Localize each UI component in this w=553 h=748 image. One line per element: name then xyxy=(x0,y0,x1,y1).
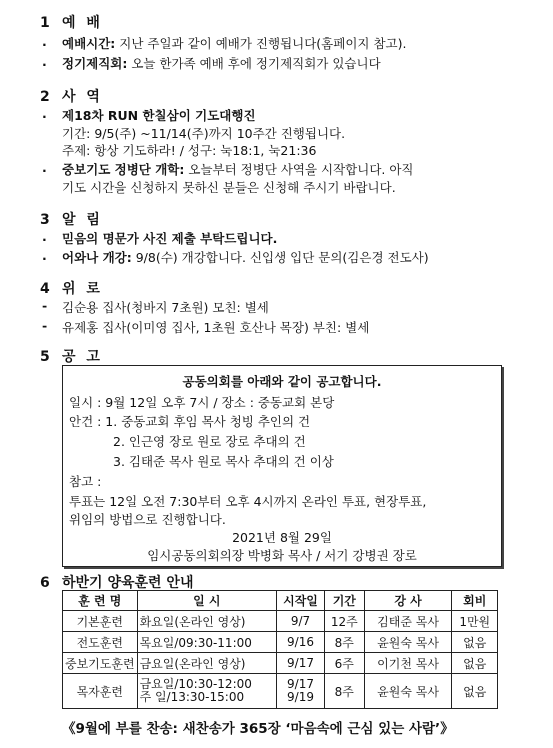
table-header-row xyxy=(63,591,498,611)
header-fee: 회비 xyxy=(452,591,498,611)
table-cell: 9/17 xyxy=(277,653,325,674)
section-4-title: 4 위 로 xyxy=(40,281,103,297)
table-cell: 목자훈련 xyxy=(63,674,138,709)
table-row xyxy=(63,632,498,653)
notice-signature: 임시공동의회의장 박병화 목사 / 서기 강병권 장로 xyxy=(147,548,417,563)
table-cell: 기본훈련 xyxy=(63,611,138,632)
notice-agenda-3: 3. 김태준 목사 원로 목사 추대의 건 이상 xyxy=(113,454,334,469)
table-cell: 없음 xyxy=(452,653,498,674)
table-cell: 9/16 xyxy=(277,632,325,653)
prayer-march-period: 기간: 9/5(주) ~11/14(주)까지 10주간 진행됩니다. xyxy=(62,126,346,141)
notice-agenda-2: 2. 인근영 장로 원로 장로 추대의 건 xyxy=(113,434,306,449)
notice-datetime: 일시 : 9월 12일 오후 7시 / 장소 : 중동교회 본당 xyxy=(69,395,335,410)
table-cell: 윤원숙 목사 xyxy=(364,674,452,709)
table-cell: 이기천 목사 xyxy=(364,653,452,674)
section-6-title: 6 하반기 양육훈련 안내 xyxy=(40,575,194,591)
notice-heading: 공동의회를 아래와 같이 공고합니다. xyxy=(182,374,382,389)
notice-agenda-1: 안건 : 1. 중동교회 후임 목사 청빙 추인의 건 xyxy=(69,414,311,429)
notice-voting-cont: 위임의 방법으로 진행합니다. xyxy=(69,512,226,527)
intercession-corps-cont: 기도 시간을 신청하지 못하신 분들은 신청해 주시기 바랍니다. xyxy=(62,180,396,195)
board-meeting: 정기제직회: 오늘 한가족 예배 후에 정기제직회가 있습니다 xyxy=(62,56,381,71)
notice-voting: 투표는 12일 오전 7:30부터 오후 4시까지 온라인 투표, 현장투표, xyxy=(69,494,427,509)
worship-time: 예배시간: 지난 주일과 같이 예배가 진행됩니다(홈페이지 참고). xyxy=(62,36,407,51)
table-cell: 전도훈련 xyxy=(63,632,138,653)
table-cell: 8주 xyxy=(324,674,364,709)
condolence-2: 유제홍 집사(이미영 집사, 1초원 호산나 목장) 부친: 별세 xyxy=(62,320,370,335)
table-cell: 6주 xyxy=(324,653,364,674)
table-cell: 없음 xyxy=(452,632,498,653)
section-5-title: 5 공 고 xyxy=(40,349,103,365)
table-cell: 1만원 xyxy=(452,611,498,632)
table-cell: 중보기도훈련 xyxy=(63,653,138,674)
hymn-of-month: 《9월에 부를 찬송: 새찬송가 365장 ‘마음속에 근심 있는 사람’》 xyxy=(62,721,454,737)
notice-box xyxy=(62,365,502,567)
table-row xyxy=(63,653,498,674)
training-table xyxy=(62,590,498,709)
intercession-corps: 중보기도 정병단 개학: 오늘부터 정병단 사역을 시작합니다. 아직 xyxy=(62,162,414,177)
header-duration: 기간 xyxy=(324,591,364,611)
table-cell: 9/17 9/19 xyxy=(277,674,325,709)
table-cell: 12주 xyxy=(324,611,364,632)
table-row xyxy=(63,674,498,709)
table-cell: 목요일/09:30-11:00 xyxy=(137,632,277,653)
section-2-title: 2 사 역 xyxy=(40,89,103,105)
table-cell: 김태준 목사 xyxy=(364,611,452,632)
prayer-march-title: 제18차 RUN 한칠삼이 기도대행진 xyxy=(62,108,256,123)
notice-ref-label: 참고 : xyxy=(69,474,102,489)
header-start: 시작일 xyxy=(277,591,325,611)
table-row xyxy=(63,611,498,632)
header-schedule: 일 시 xyxy=(137,591,277,611)
table-cell: 없음 xyxy=(452,674,498,709)
header-instructor: 강 사 xyxy=(364,591,452,611)
table-cell: 금요일/10:30-12:00 주 일/13:30-15:00 xyxy=(137,674,277,709)
table-cell: 화요일(온라인 영상) xyxy=(137,611,277,632)
section-3-title: 3 알 림 xyxy=(40,212,103,228)
prayer-march-theme: 주제: 항상 기도하라! / 성구: 눅18:1, 눅21:36 xyxy=(62,143,317,158)
condolence-1: 김순용 집사(청바지 7초원) 모친: 별세 xyxy=(62,300,269,315)
table-cell: 윤원숙 목사 xyxy=(364,632,452,653)
table-cell: 금요일(온라인 영상) xyxy=(137,653,277,674)
header-name: 훈 련 명 xyxy=(63,591,138,611)
photo-request: 믿음의 명문가 사진 제출 부탁드립니다. xyxy=(62,231,278,246)
table-cell: 9/7 xyxy=(277,611,325,632)
table-cell: 8주 xyxy=(324,632,364,653)
awana-opening: 어와나 개강: 9/8(수) 개강합니다. 신입생 입단 문의(김은경 전도사) xyxy=(62,250,429,265)
notice-date: 2021년 8월 29일 xyxy=(232,530,332,545)
section-1-title: 1 예 배 xyxy=(40,15,103,31)
